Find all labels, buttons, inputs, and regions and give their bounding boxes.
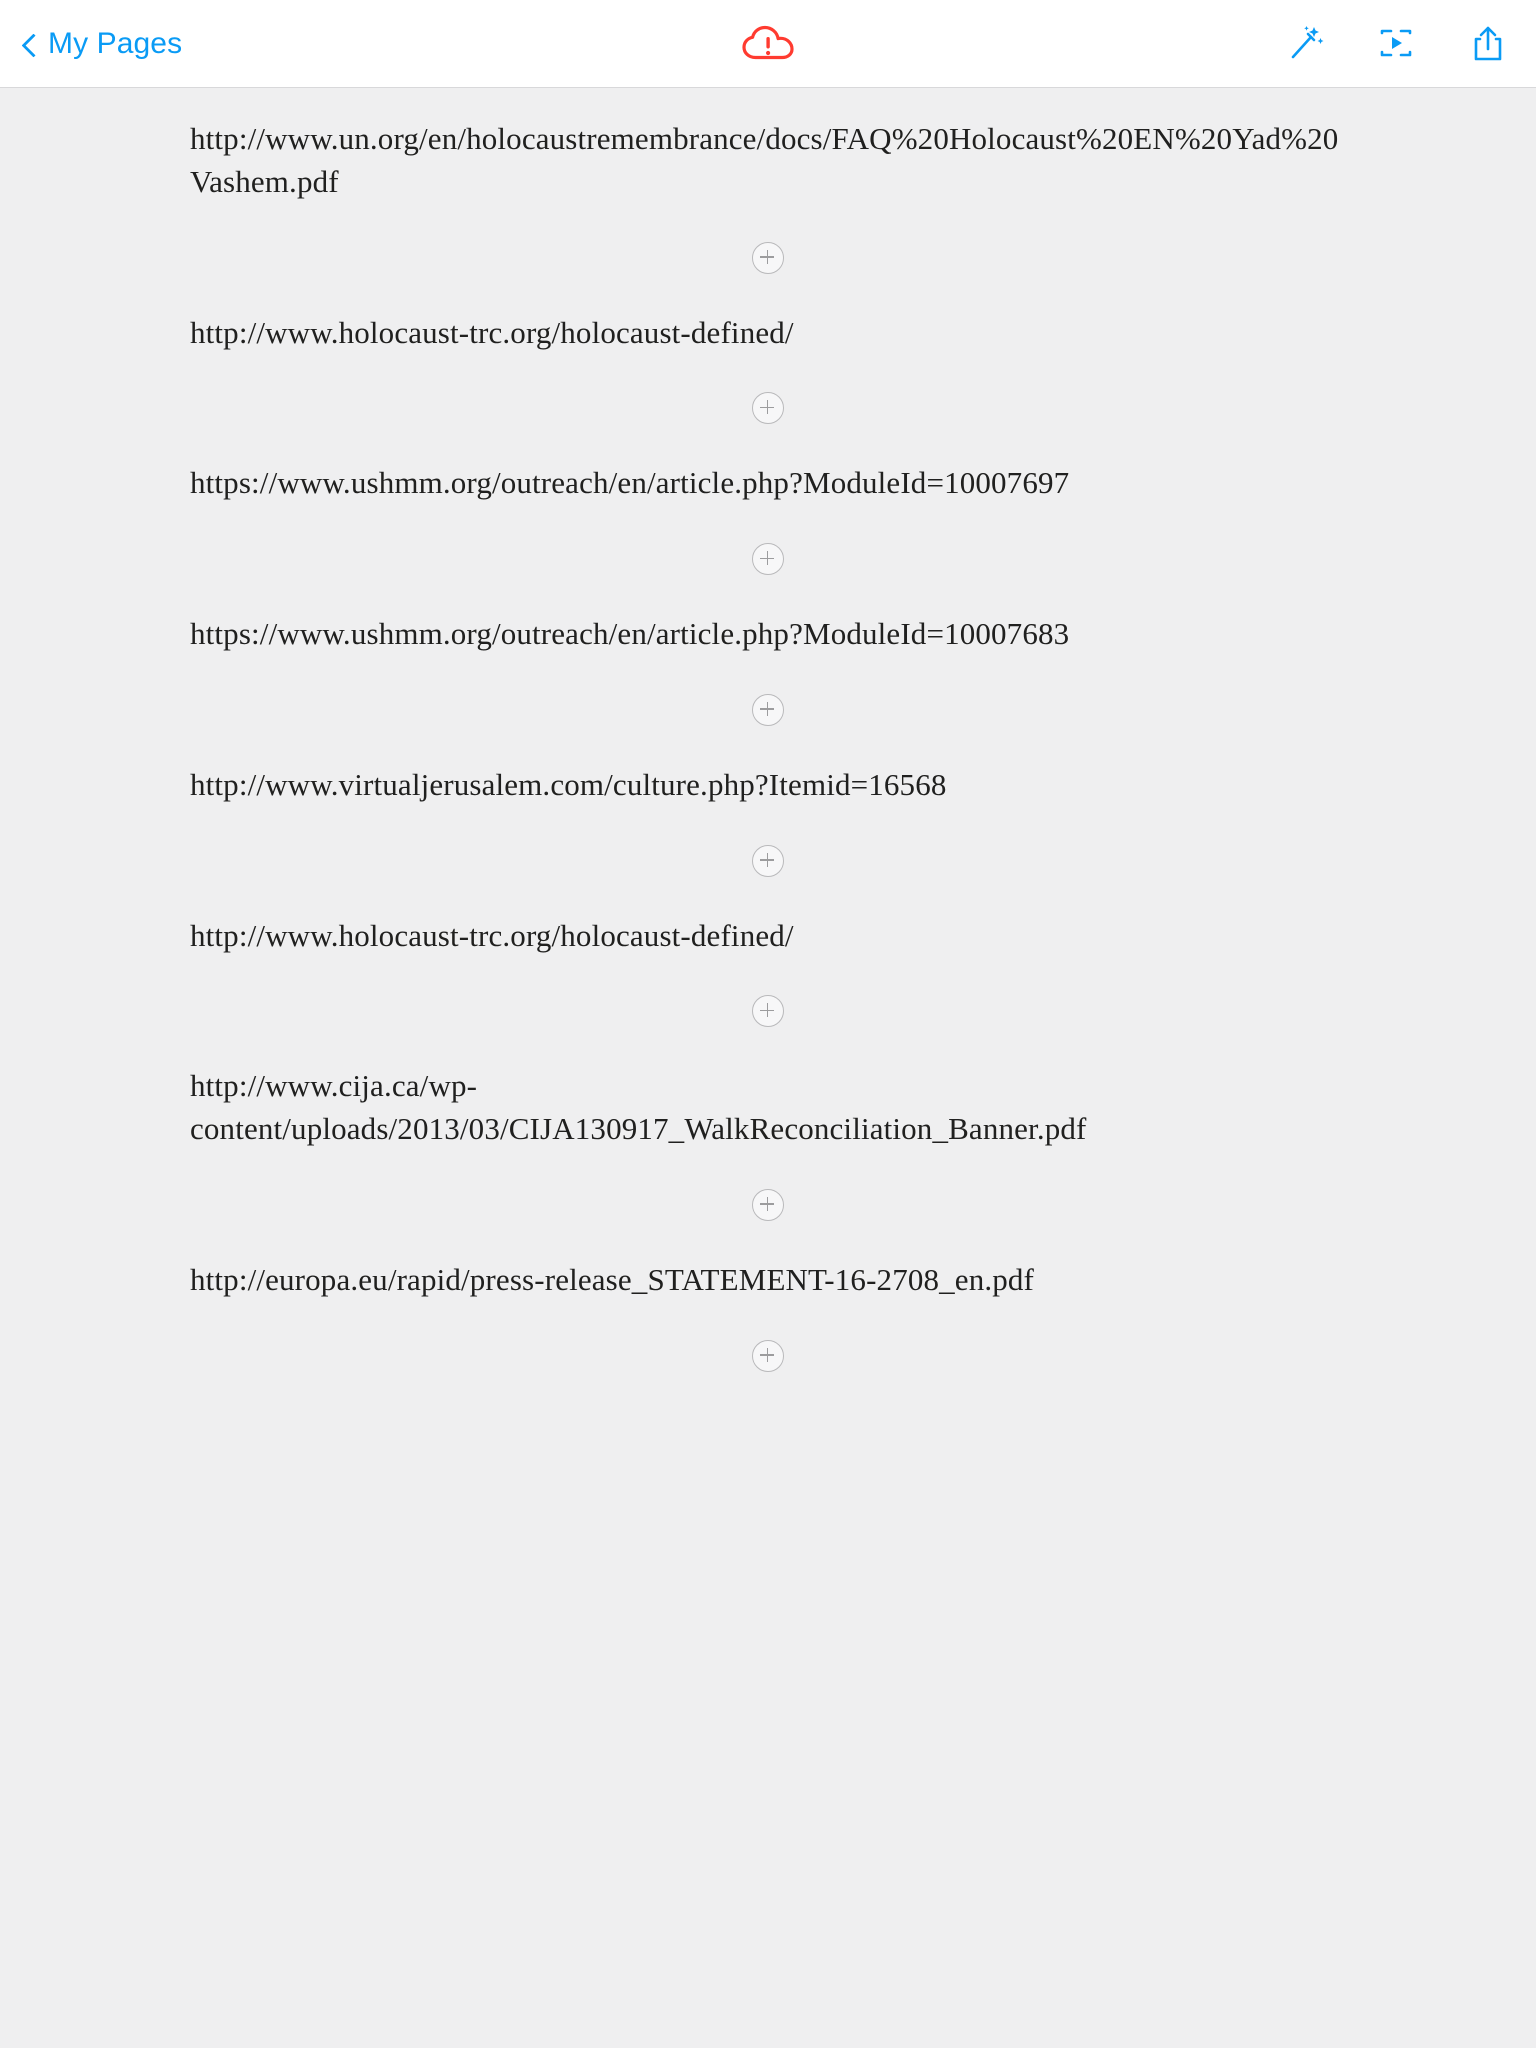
insert-block-separator: [0, 354, 1536, 462]
chevron-left-icon: [20, 35, 38, 53]
plus-icon[interactable]: [752, 392, 784, 424]
document-paragraph[interactable]: http://www.holocaust-trc.org/holocaust-defined/: [190, 917, 794, 953]
cloud-error-icon[interactable]: [741, 22, 795, 66]
plus-icon[interactable]: [752, 995, 784, 1027]
insert-block-separator: [0, 204, 1536, 312]
back-to-my-pages-button[interactable]: [20, 27, 182, 61]
plus-icon[interactable]: [752, 242, 784, 274]
document-paragraph[interactable]: http://www.cija.ca/wp-content/uploads/2013/03/CIJA130917_WalkReconciliation_Banner.pdf: [190, 1068, 1087, 1147]
plus-icon[interactable]: [752, 694, 784, 726]
insert-block-separator: [0, 656, 1536, 764]
document-paragraph[interactable]: http://www.un.org/en/holocaustremembrance/docs/FAQ%20Holocaust%20EN%20Yad%20Vashem.pdf: [190, 121, 1339, 199]
top-toolbar: [0, 0, 1536, 88]
plus-icon[interactable]: [752, 845, 784, 877]
magic-wand-icon[interactable]: [1282, 22, 1326, 66]
insert-block-separator: [0, 1151, 1536, 1259]
insert-block-separator: [0, 1302, 1536, 1410]
document-body[interactable]: [0, 88, 1536, 1450]
plus-icon[interactable]: [752, 1189, 784, 1221]
plus-icon[interactable]: [752, 1340, 784, 1372]
document-paragraph[interactable]: https://www.ushmm.org/outreach/en/article.php?ModuleId=10007697: [190, 465, 1070, 501]
insert-block-separator: [0, 807, 1536, 915]
document-paragraph[interactable]: http://europa.eu/rapid/press-release_STATEMENT-16-2708_en.pdf: [190, 1261, 1035, 1297]
document-paragraph[interactable]: http://www.holocaust-trc.org/holocaust-defined/: [190, 314, 794, 350]
share-icon[interactable]: [1466, 22, 1510, 66]
back-button-label: My Pages: [48, 26, 183, 60]
document-paragraph[interactable]: http://www.virtualjerusalem.com/culture.php?Itemid=16568: [190, 766, 947, 802]
toolbar-actions: [1282, 22, 1510, 66]
presentation-play-icon[interactable]: [1374, 22, 1418, 66]
insert-block-separator: [0, 505, 1536, 613]
plus-icon[interactable]: [752, 543, 784, 575]
document-paragraph[interactable]: https://www.ushmm.org/outreach/en/article.php?ModuleId=10007683: [190, 616, 1070, 652]
insert-block-separator: [0, 957, 1536, 1065]
